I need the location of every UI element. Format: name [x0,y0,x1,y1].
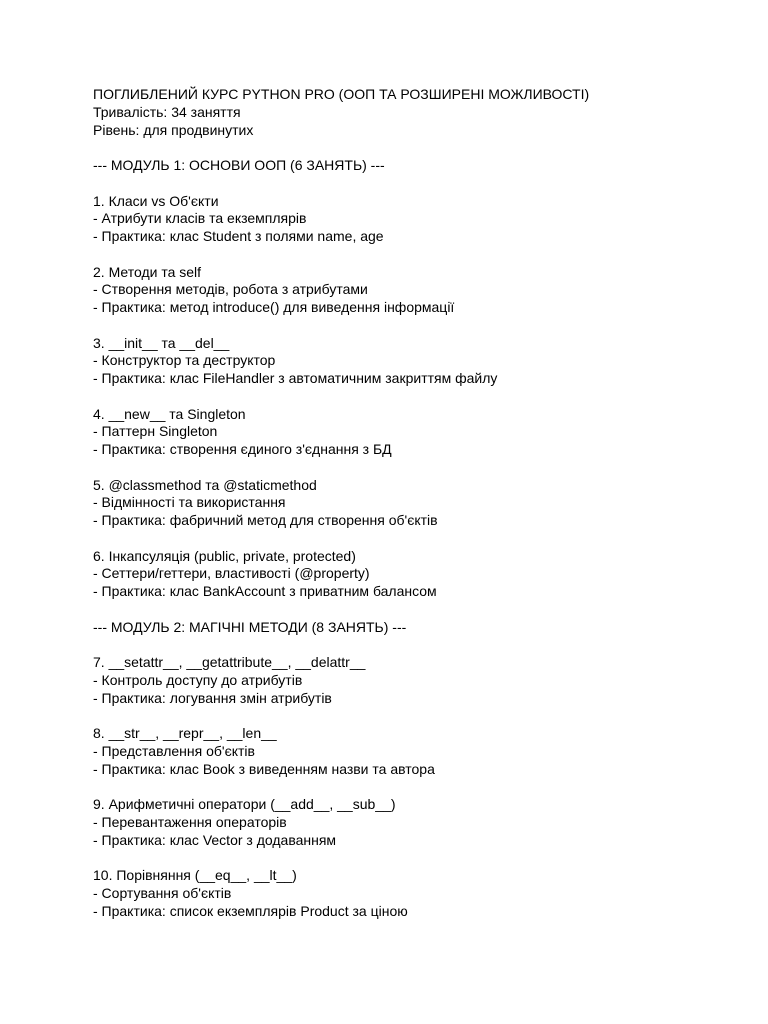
lesson-block [93,406,733,477]
lesson-point: - Відмінності та використання [93,494,286,511]
module-heading: --- МОДУЛЬ 2: МАГІЧНІ МЕТОДИ (8 ЗАНЯТЬ) --- [93,618,407,635]
spacer [93,849,733,867]
spacer [93,139,733,157]
lesson-title: 2. Методи та self [93,263,202,280]
lesson-block [93,654,733,725]
spacer [93,530,733,548]
lesson-point: - Сеттери/геттери, властивості (@property) [93,565,370,582]
lesson-point: - Практика: фабричний метод для створення об'єктів [93,512,438,528]
spacer [93,459,733,477]
spacer [93,778,733,796]
spacer [93,601,733,619]
spacer [93,246,733,264]
lesson-block [93,335,733,406]
lesson-block [93,477,733,548]
module-section [93,619,733,939]
lesson-point: - Перевантаження операторів [93,813,287,830]
lesson-point: - Практика: клас BankAccount з приватним балансом [93,583,437,599]
lesson-point: - Конструктор та деструктор [93,352,276,369]
lesson-point: - Сортування об'єктів [93,884,232,901]
lesson-point: - Практика: логування змін атрибутів [93,689,332,706]
lesson-block [93,264,733,335]
spacer [93,920,733,938]
lesson-point: - Практика: клас Book з виведенням назви та автора [93,760,435,777]
lesson-point: - Контроль доступу до атрибутів [93,671,303,688]
course-duration: Тривалість: 34 заняття [93,103,241,120]
lesson-point: - Практика: клас Vector з додаванням [93,831,337,848]
lesson-point: - Практика: клас Student з полями name, age [93,228,384,244]
lesson-title: 1. Класи vs Об'єкти [93,192,219,209]
spacer [93,636,733,654]
spacer [93,317,733,335]
lesson-title: 3. __init__ та __del__ [93,334,230,351]
spacer [93,175,733,193]
module-heading: --- МОДУЛЬ 1: ОСНОВИ ООП (6 ЗАНЯТЬ) --- [93,157,385,173]
lesson-block [93,867,733,938]
lesson-point: - Практика: метод introduce() для виведення інформації [93,299,455,315]
lesson-point: - Паттерн Singleton [93,423,218,440]
spacer [93,707,733,725]
course-level: Рівень: для продвинутих [93,121,254,138]
lesson-title: 9. Арифметичні оператори (__add__, __sub__) [93,796,396,812]
lesson-point: - Атрибути класів та екземплярів [93,210,307,227]
lesson-title: 5. @classmethod та @staticmethod [93,476,317,493]
lesson-block [93,548,733,619]
document-body [93,86,733,938]
lesson-title: 4. __new__ та Singleton [93,405,246,422]
lesson-title: 7. __setattr__, __getattribute__, __delattr__ [93,654,366,670]
lesson-block [93,725,733,796]
lesson-block [93,796,733,867]
spacer [93,388,733,406]
lesson-point: - Створення методів, робота з атрибутами [93,281,368,298]
lesson-point: - Представлення об'єктів [93,742,255,759]
lesson-point: - Практика: список екземплярів Product за ціною [93,902,408,919]
lesson-title: 6. Інкапсуляція (public, private, protected) [93,547,356,564]
lesson-point: - Практика: створення єдиного з'єднання з БД [93,441,392,457]
lesson-title: 10. Порівняння (__eq__, __lt__) [93,867,297,883]
lesson-block [93,193,733,264]
modules-container [93,157,733,938]
lesson-title: 8. __str__, __repr__, __len__ [93,725,277,741]
module-section [93,157,733,619]
document-title: ПОГЛИБЛЕНИЙ КУРС PYTHON PRO (ООП ТА РОЗШИРЕНІ МОЖЛИВОСТІ) [93,86,590,102]
lesson-point: - Практика: клас FileHandler з автоматичним закриттям файлу [93,370,498,386]
